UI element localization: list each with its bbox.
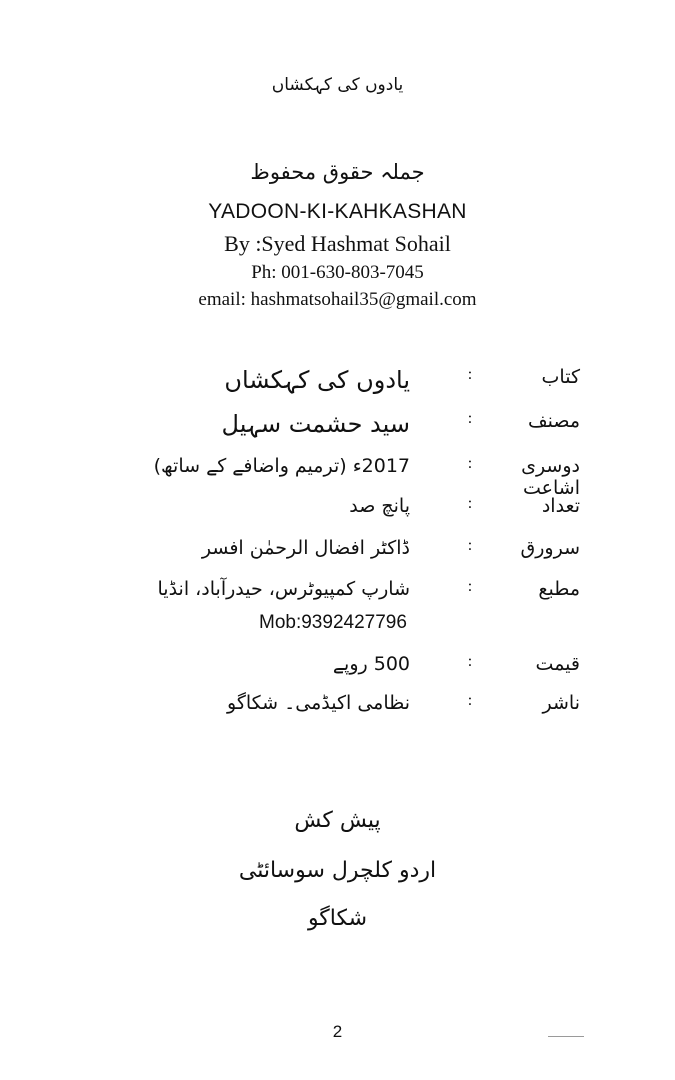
detail-value: پانچ صد: [349, 495, 410, 517]
detail-row-cover: [0, 537, 675, 573]
scan-mark: [548, 1036, 584, 1037]
detail-label: مطبع: [538, 578, 580, 600]
detail-value: 500 روپے: [332, 653, 410, 675]
detail-value: 2017ء (ترمیم واضافے کے ساتھ): [153, 455, 410, 477]
detail-value: نظامی اکیڈمی۔ شکاگو: [227, 692, 410, 714]
detail-row-copies: [0, 495, 675, 531]
copyright-notice: جملہ حقوق محفوظ: [250, 160, 425, 184]
detail-label: دوسری اشاعت: [521, 455, 580, 499]
detail-colon: :: [467, 366, 473, 383]
detail-colon: :: [467, 537, 473, 554]
author-phone: Ph: 001-630-803-7045: [251, 262, 424, 283]
running-header: یادوں کی کہکشاں: [271, 75, 404, 95]
page-number: 2: [332, 1022, 343, 1041]
book-title-english: YADOON-KI-KAHKASHAN: [208, 200, 467, 223]
detail-label: تعداد: [541, 495, 580, 517]
detail-value: یادوں کی کہکشاں: [224, 366, 410, 394]
detail-colon: :: [467, 410, 473, 427]
detail-row-edition: [0, 455, 675, 499]
detail-label: مصنف: [527, 410, 580, 432]
detail-colon: :: [467, 578, 473, 595]
detail-row-printer: [0, 578, 675, 614]
society-city: شکاگو: [307, 906, 368, 931]
detail-row-publisher: [0, 692, 675, 728]
detail-row-price: [0, 653, 675, 689]
detail-value: سید حشمت سہیل: [221, 410, 410, 438]
detail-label: کتاب: [541, 366, 580, 388]
author-english: By :Syed Hashmat Sohail: [224, 231, 451, 256]
detail-colon: :: [467, 653, 473, 670]
detail-label: ناشر: [542, 692, 580, 714]
detail-label: سرورق: [520, 537, 580, 559]
detail-label: قیمت: [535, 653, 580, 675]
author-email: email: hashmatsohail35@gmail.com: [198, 289, 477, 310]
printer-mobile: Mob:9392427796: [259, 612, 407, 633]
detail-row-book: [0, 366, 675, 402]
presented-by: پیش کش: [294, 808, 381, 833]
society-name: اردو کلچرل سوسائٹی: [238, 858, 437, 883]
detail-value: ڈاکٹر افضال الرحمٰن افسر: [201, 537, 410, 559]
detail-row-author: [0, 410, 675, 446]
detail-colon: :: [467, 692, 473, 709]
detail-colon: :: [467, 495, 473, 512]
detail-colon: :: [467, 455, 473, 472]
detail-value: شارپ کمپیوٹرس، حیدرآباد، انڈیا: [157, 578, 410, 600]
